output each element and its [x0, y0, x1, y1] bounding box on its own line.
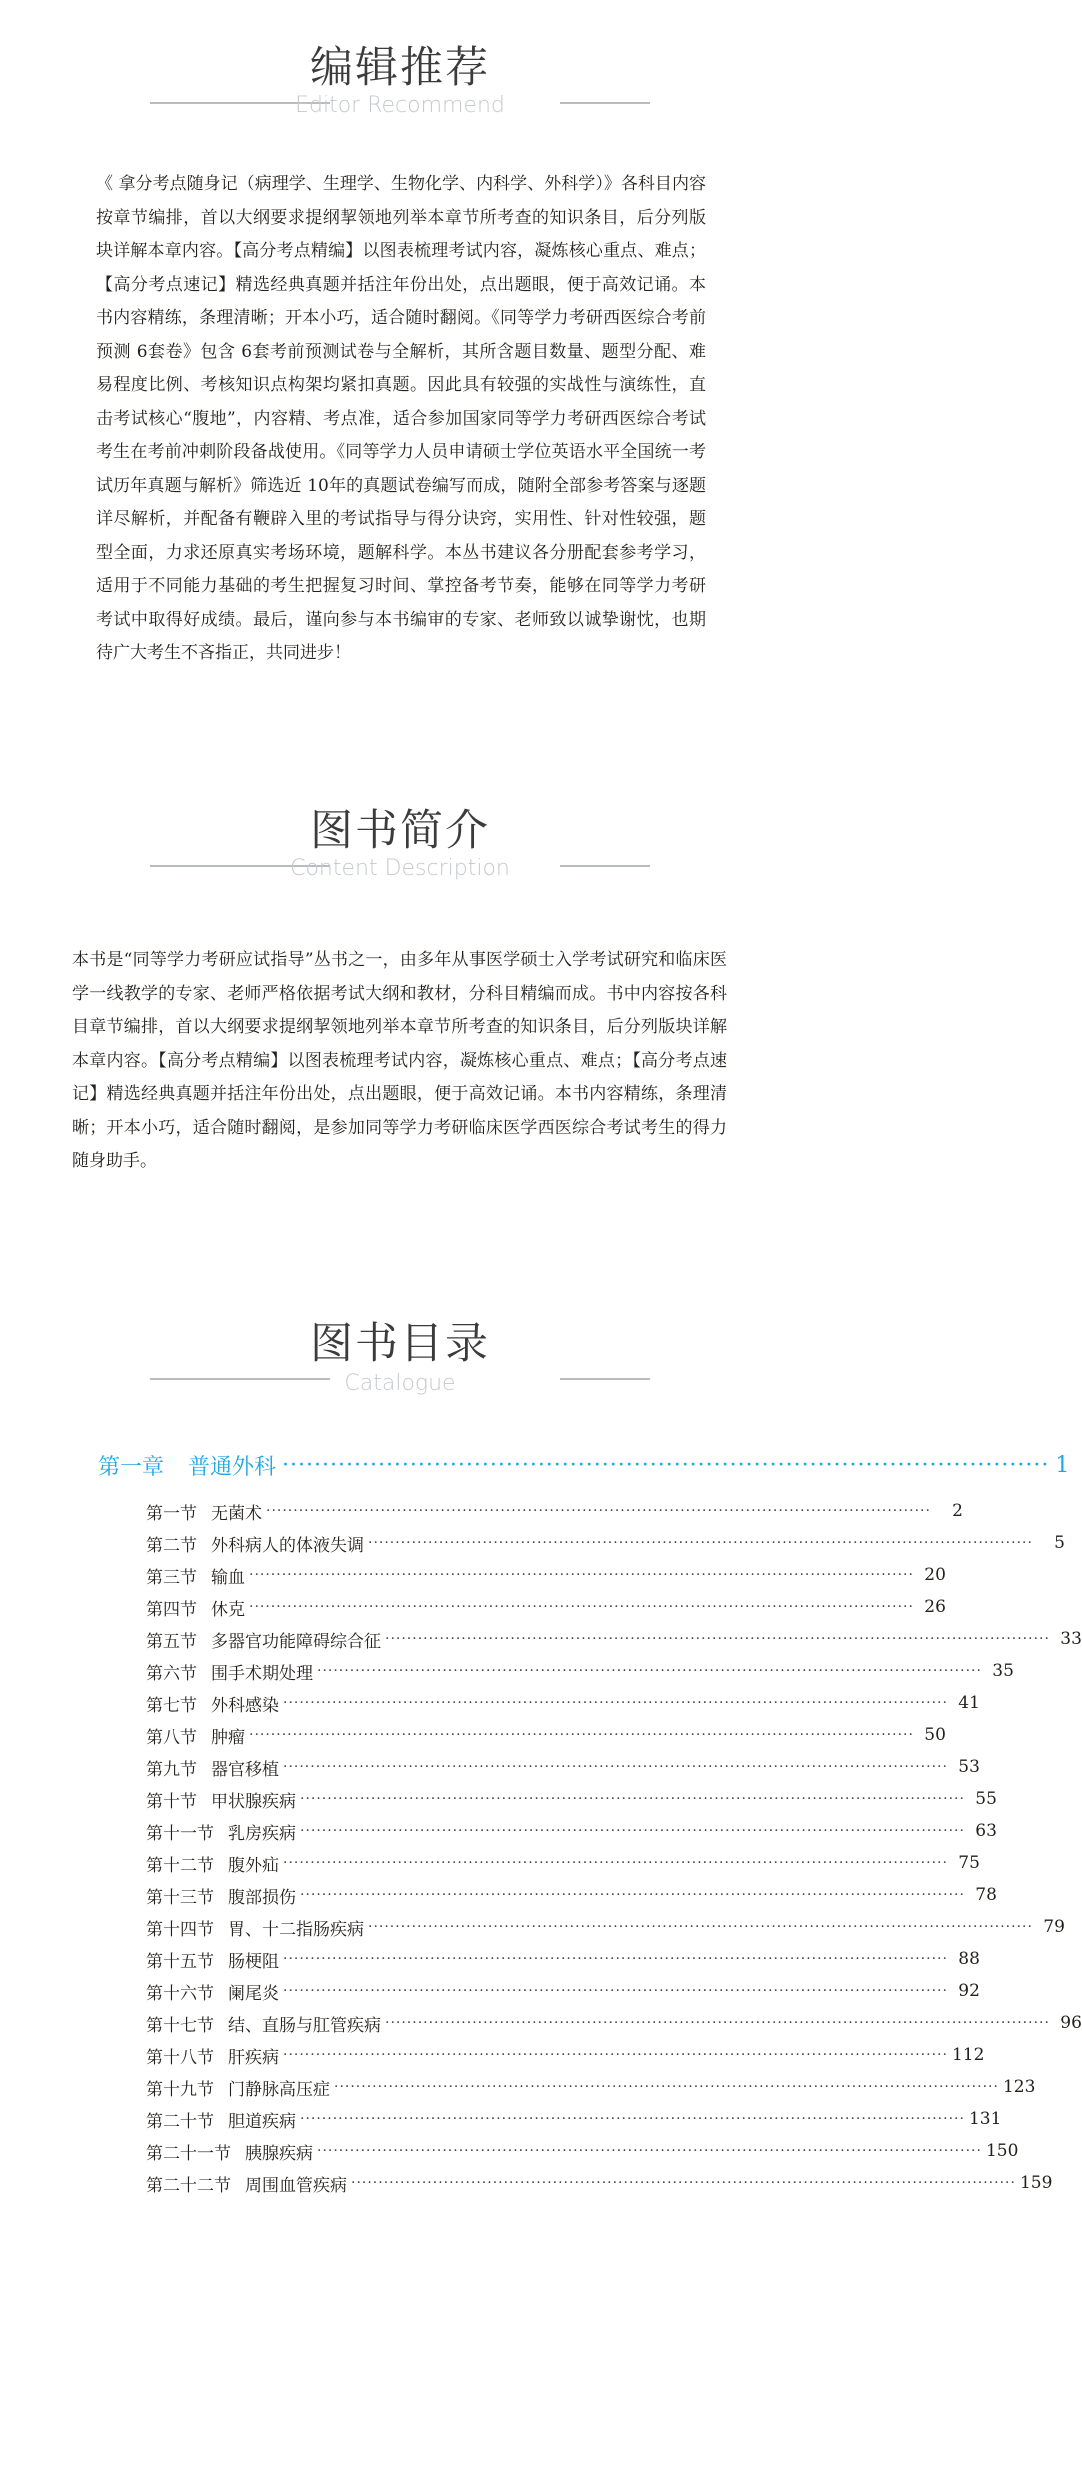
toc-section-number: 第二十一节 [146, 2143, 231, 2164]
toc-section-number: 第七节 [146, 1695, 197, 1716]
toc-section-title: 胰腺疾病 [245, 2143, 313, 2164]
toc-dot-leader: ·························································································································· [283, 1983, 948, 1999]
toc-row[interactable] [146, 1527, 1065, 1559]
toc-row[interactable] [146, 1879, 997, 1911]
editor-recommend-body: 《 拿分考点随身记（病理学、生理学、生物化学、内科学、外科学）》各科目内容按章节编排，首以大纲要求提纲挈领地列举本章节所考查的知识条目，后分列版块详解本章内容。【高分考点精编】以图表梳理考试内容，凝炼核心重点、难点；【高分考点速记】精选经典真题并括注年份出处，点出题眼，便于高效记诵。本书内容精练，条理清晰；开本小巧，适合随时翻阅。《同等学力考研西医综合考前预测 6套卷》包含 6套考前预测试卷与全解析，其所含题目数量、题型分配、难易程度比例、考核知识点构架均紧扣真题。因此具有较强的实战性与演练性，直击考试核心“腹地”，内容精、考点准，适合参加国家同等学力考研西医综合考试考生在考前冲刺阶段备战使用。《同等学力人员申请硕士学位英语水平全国统一考试历年真题与解析》筛选近 10年的真题试卷编写而成，随附全部参考答案与逐题详尽解析，并配备有鞭辟入里的考试指导与得分诀窍，实用性、针对性较强，题型全面，力求还原真实考场环境，题解科学。本丛书建议各分册配套参考学习，适用于不同能力基础的考生把握复习时间、掌控备考节奏，能够在同等学力考研考试中取得好成绩。最后，谨向参与本书编审的专家、老师致以诚挚谢忱，也期待广大考生不吝指正，共同进步！ [96, 174, 706, 663]
toc-dot-leader: ·························································································································· [249, 1567, 914, 1583]
toc-section-page: 26 [924, 1597, 946, 1617]
toc-section-title: 阑尾炎 [228, 1983, 279, 2004]
toc-section-number: 第十六节 [146, 1983, 214, 2004]
toc-section-page: 131 [968, 2109, 1002, 2129]
toc-section-number: 第十四节 [146, 1919, 214, 1940]
toc-section-number: 第十三节 [146, 1887, 214, 1908]
toc-section-title: 乳房疾病 [228, 1823, 296, 1844]
content-description-title: 图书简介 [310, 806, 490, 856]
toc-chapter-page: 1 [1055, 1452, 1070, 1478]
toc-section-page: 20 [924, 1565, 946, 1585]
toc-section-page: 63 [975, 1821, 997, 1841]
toc-row[interactable] [146, 2103, 1002, 2135]
toc-dot-leader: ·························································································································· [317, 1663, 982, 1679]
toc-section-number: 第四节 [146, 1599, 197, 1620]
toc-section-number: 第十八节 [146, 2047, 214, 2068]
toc-row[interactable] [146, 1911, 1065, 1943]
toc-section-title: 腹部损伤 [228, 1887, 296, 1908]
toc-section-title: 肿瘤 [211, 1727, 245, 1748]
toc-chapter-number: 第一章 [98, 1454, 165, 1480]
toc-section-page: 150 [985, 2141, 1019, 2161]
toc-dot-leader: ·························································································································· [351, 2175, 1016, 2191]
toc-dot-leader: ·························································································································· [283, 2047, 948, 2063]
toc-row[interactable] [146, 1815, 997, 1847]
toc-section-page: 35 [992, 1661, 1014, 1681]
toc-section-title: 肝疾病 [228, 2047, 279, 2068]
toc-section-page: 96 [1060, 2013, 1082, 2033]
toc-chapter-row[interactable] [98, 1447, 1070, 1483]
toc-row[interactable] [146, 1495, 963, 1527]
toc-section-page: 78 [975, 1885, 997, 1905]
editor-recommend-subtitle: Editor Recommend [295, 93, 505, 118]
toc-section-number: 第十节 [146, 1791, 197, 1812]
toc-section-number: 第十五节 [146, 1951, 214, 1972]
toc-section-page: 92 [958, 1981, 980, 2001]
toc-dot-leader: ·························································································································· [283, 1759, 948, 1775]
toc-section-number: 第二节 [146, 1535, 197, 1556]
toc-row[interactable] [146, 2167, 1053, 2199]
toc-section-page: 33 [1060, 1629, 1082, 1649]
toc-chapter-title: 普通外科 [188, 1454, 277, 1480]
toc-section-page: 2 [952, 1501, 963, 1521]
content-description-subtitle: Content Description [290, 856, 510, 881]
toc-dot-leader: ·························································································································· [385, 2015, 1050, 2031]
toc-section-number: 第六节 [146, 1663, 197, 1684]
toc-section-number: 第九节 [146, 1759, 197, 1780]
toc-section-number: 第五节 [146, 1631, 197, 1652]
catalogue-title: 图书目录 [310, 1319, 490, 1369]
toc-dot-leader: ·························································································································· [249, 1599, 914, 1615]
toc-dot-leader: ································································································ [282, 1452, 1050, 1478]
toc-section-page: 123 [1002, 2077, 1036, 2097]
toc-section-number: 第一节 [146, 1503, 197, 1524]
toc-section-title: 结、直肠与肛管疾病 [228, 2015, 381, 2036]
content-description-header [0, 805, 800, 885]
toc-section-title: 外科病人的体液失调 [211, 1535, 364, 1556]
toc-section-page: 5 [1054, 1533, 1065, 1553]
toc-dot-leader: ·························································································································· [368, 1535, 1033, 1551]
toc-row[interactable] [146, 2039, 985, 2071]
toc-dot-leader: ·························································································································· [266, 1503, 931, 1519]
toc-dot-leader: ·························································································································· [334, 2079, 999, 2095]
toc-section-number: 第十二节 [146, 1855, 214, 1876]
toc-section-page: 159 [1019, 2173, 1053, 2193]
toc-section-number: 第二十节 [146, 2111, 214, 2132]
toc-row[interactable] [146, 1943, 980, 1975]
toc-dot-leader: ·························································································································· [300, 1823, 965, 1839]
toc-section-page: 50 [924, 1725, 946, 1745]
toc-row[interactable] [146, 1847, 980, 1879]
toc-section-page: 41 [958, 1693, 980, 1713]
toc-section-title: 器官移植 [211, 1759, 279, 1780]
editor-recommend-title: 编辑推荐 [310, 43, 490, 93]
toc-section-number: 第三节 [146, 1567, 197, 1588]
toc-dot-leader: ·························································································································· [317, 2143, 982, 2159]
toc-section-title: 门静脉高压症 [228, 2079, 330, 2100]
toc-row[interactable] [146, 1719, 946, 1751]
toc-dot-leader: ·························································································································· [300, 2111, 965, 2127]
toc-section-title: 甲状腺疾病 [211, 1791, 296, 1812]
toc-row[interactable] [146, 1687, 980, 1719]
toc-dot-leader: ·························································································································· [283, 1855, 948, 1871]
catalogue-header [0, 1318, 800, 1398]
toc-row[interactable] [146, 1591, 946, 1623]
toc-dot-leader: ·························································································································· [283, 1695, 948, 1711]
toc-row[interactable] [146, 1655, 1014, 1687]
toc-section-title: 肠梗阻 [228, 1951, 279, 1972]
toc-section-title: 无菌术 [211, 1503, 262, 1524]
toc-section-title: 胆道疾病 [228, 2111, 296, 2132]
toc-list [146, 1495, 1082, 2199]
content-description-body: 本书是“同等学力考研应试指导”丛书之一，由多年从事医学硕士入学考试研究和临床医学一线教学的专家、老师严格依据考试大纲和教材，分科目精编而成。书中内容按各科目章节编排，首以大纲要求提纲挈领地列举本章节所考查的知识条目，后分列版块详解本章内容。【高分考点精编】以图表梳理考试内容，凝炼核心重点、难点；【高分考点速记】精选经典真题并括注年份出处，点出题眼，便于高效记诵。本书内容精练，条理清晰；开本小巧，适合随时翻阅，是参加同等学力考研临床医学西医综合考试考生的得力随身助手。 [72, 950, 727, 1171]
toc-section-title: 输血 [211, 1567, 245, 1588]
toc-dot-leader: ·························································································································· [368, 1919, 1033, 1935]
toc-row[interactable] [146, 2071, 1036, 2103]
toc-section-page: 53 [958, 1757, 980, 1777]
toc-section-title: 周围血管疾病 [245, 2175, 347, 2196]
toc-dot-leader: ·························································································································· [300, 1887, 965, 1903]
toc-row[interactable] [146, 1751, 980, 1783]
toc-row[interactable] [146, 1783, 997, 1815]
toc-row[interactable] [146, 2007, 1082, 2039]
toc-section-number: 第十九节 [146, 2079, 214, 2100]
toc-dot-leader: ·························································································································· [283, 1951, 948, 1967]
toc-dot-leader: ·························································································································· [385, 1631, 1050, 1647]
editor-recommend-header [0, 42, 800, 122]
toc-section-page: 79 [1043, 1917, 1065, 1937]
toc-section-number: 第十七节 [146, 2015, 214, 2036]
catalogue-subtitle: Catalogue [344, 1371, 456, 1396]
toc-section-page: 88 [958, 1949, 980, 1969]
toc-row[interactable] [146, 1975, 980, 2007]
toc-dot-leader: ·························································································································· [249, 1727, 914, 1743]
toc-section-title: 围手术期处理 [211, 1663, 313, 1684]
toc-section-number: 第十一节 [146, 1823, 214, 1844]
toc-section-page: 55 [975, 1789, 997, 1809]
toc-section-title: 休克 [211, 1599, 245, 1620]
toc-section-page: 75 [958, 1853, 980, 1873]
toc-section-title: 胃、十二指肠疾病 [228, 1919, 364, 1940]
toc-row[interactable] [146, 1559, 946, 1591]
toc-section-number: 第二十二节 [146, 2175, 231, 2196]
toc-dot-leader: ·························································································································· [300, 1791, 965, 1807]
toc-section-title: 腹外疝 [228, 1855, 279, 1876]
toc-section-page: 112 [951, 2045, 985, 2065]
toc-row[interactable] [146, 2135, 1019, 2167]
toc-section-number: 第八节 [146, 1727, 197, 1748]
toc-section-title: 多器官功能障碍综合征 [211, 1631, 381, 1652]
toc-section-title: 外科感染 [211, 1695, 279, 1716]
toc-row[interactable] [146, 1623, 1082, 1655]
